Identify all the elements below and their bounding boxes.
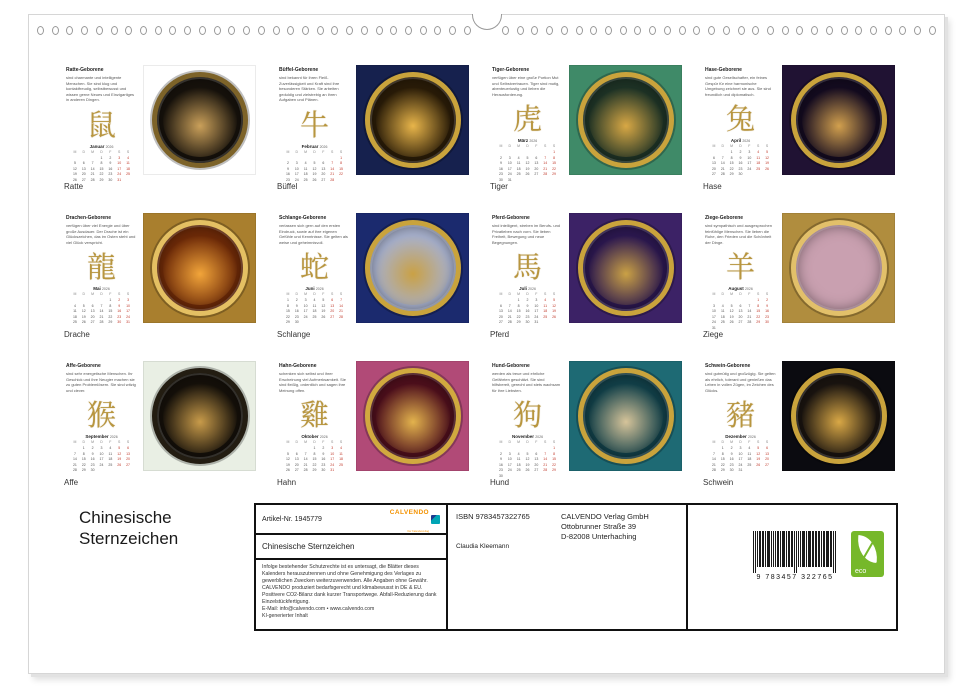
binding-hole xyxy=(420,26,427,35)
binding-hole xyxy=(546,26,553,35)
zodiac-artwork xyxy=(569,213,682,323)
binding-hole xyxy=(576,26,583,35)
binding-hole xyxy=(125,26,132,35)
zodiac-label: Büffel xyxy=(277,182,298,191)
zodiac-description: sind gutmütig und großzügig. Sie gelten als ehrlich, tolerant und genießen das Leben in vollen Zügen, im Zeichen des Glücks. xyxy=(705,371,776,393)
binding-hole xyxy=(228,26,235,35)
binding-hole xyxy=(767,26,774,35)
binding-hole xyxy=(81,26,88,35)
zodiac-thumbnail xyxy=(490,213,682,339)
zodiac-description: sind gute Gesellschafter, ein feines Gespür für eine harmonische Umgebung zeichnet sie aus. Sie sind freundlich und diplomatisch. xyxy=(705,75,771,97)
zodiac-thumbnail xyxy=(277,361,469,487)
zodiac-info-column xyxy=(490,213,569,323)
mini-calendar xyxy=(492,138,563,183)
binding-hole xyxy=(111,26,118,35)
isbn: ISBN 9783457322765 xyxy=(456,512,530,521)
binding-hole xyxy=(738,26,745,35)
zodiac-info-column xyxy=(64,361,143,471)
mini-calendar-days: M D M D F S S 1 2 3 4 5 6 7 8 9 10 11 12 13 14 15 16 17 18 19 20 21 22 23 24 25 26 27 28 xyxy=(285,149,344,182)
golden-animal-figure xyxy=(163,231,237,305)
binding-hole xyxy=(841,26,848,35)
zodiac-heading: Tiger-Geborene xyxy=(492,67,530,73)
binding-hole xyxy=(796,26,803,35)
golden-animal-figure xyxy=(589,83,663,157)
zodiac-artwork xyxy=(782,213,895,323)
binding-hole xyxy=(620,26,627,35)
zodiac-thumbnail xyxy=(277,213,469,339)
binding-hole xyxy=(376,26,383,35)
zodiac-description: sind bekannt für ihren Fleiß. Zuverlässigkeit und Kraft sind ihre besonderen Stärken. Sie arbeiten geduldig und zielstrebig an ihren Aufgaben und Plänen. xyxy=(279,75,340,103)
legal-text: Infolge bestehender Schutzrechte ist es untersagt, die Blätter dieses Kalenders herauszutrennen und ohne Genehmigung des Verlages zu gewerblichen Zwecken weiterzuverwenden. Alle Angaben ohne Gewähr. CALVENDO produziert bedarfsgerecht und klimabewusst in DE & EU. Positivere CO2-Bilanz dank kurzer Transportwege. Abfall-Reduzierung dank Einzelstückfertigung. E-Mail: info@calvendo.com • www.calvendo.com KI-generierter Inhalt xyxy=(262,564,437,620)
zodiac-info-column xyxy=(490,65,569,182)
zodiac-info-column xyxy=(490,361,569,478)
binding-hole xyxy=(826,26,833,35)
zodiac-character: 馬 xyxy=(512,250,542,285)
mini-calendar-month: August 2026 xyxy=(728,286,753,292)
zodiac-label: Schwein xyxy=(703,478,734,487)
calendar-back-page xyxy=(28,14,945,674)
zodiac-label: Hase xyxy=(703,182,722,191)
mini-calendar-month: September 2026 xyxy=(85,434,118,440)
zodiac-description: sind charmante und intelligente Menschen. Sie sind klug und kontaktfreudig, selbstbewusst und wissen gerne Neues und Einzigartiges in anderen Dingen. xyxy=(66,75,135,103)
zodiac-info-column xyxy=(703,361,782,471)
binding-hole xyxy=(52,26,59,35)
binding-hole xyxy=(914,26,921,35)
binding-hole xyxy=(590,26,597,35)
mini-calendar xyxy=(492,434,563,479)
zodiac-label: Ziege xyxy=(703,330,724,339)
mini-calendar-days: M D M D F S S 1 2 3 4 5 6 7 8 9 10 11 12 13 14 15 16 17 18 19 20 21 22 23 24 25 26 27 28 29 30 xyxy=(498,440,557,478)
calendar-page-preview xyxy=(490,361,682,478)
binding-hole xyxy=(605,26,612,35)
zodiac-description: sind intelligent, streben im Berufs- und Privatleben nach vorn. Sie lieben Freiheit, Bewegung und neue Begegnungen. xyxy=(492,223,561,245)
mini-calendar-month: Februar 2026 xyxy=(301,143,328,149)
binding-hole xyxy=(273,26,280,35)
zodiac-info-column xyxy=(64,213,143,323)
zodiac-label: Affe xyxy=(64,478,79,487)
mini-calendar-month: Juni 2026 xyxy=(305,286,324,292)
zodiac-artwork xyxy=(143,65,256,175)
zodiac-heading: Pferd-Geborene xyxy=(492,215,530,221)
binding-hole xyxy=(723,26,730,35)
mini-calendar-days: M D M D F S S 1 2 3 4 5 6 7 8 9 10 11 12 13 14 15 16 17 18 19 20 21 22 23 24 25 26 27 28 29 30 31 xyxy=(498,292,557,325)
mini-calendar xyxy=(705,434,776,474)
calendar-page-preview xyxy=(64,213,256,323)
binding-hole xyxy=(405,26,412,35)
zodiac-artwork xyxy=(569,65,682,175)
zodiac-info-column xyxy=(277,361,356,471)
golden-animal-figure xyxy=(376,231,450,305)
zodiac-heading: Ziege-Geborene xyxy=(705,215,744,221)
zodiac-thumbnail xyxy=(703,213,895,339)
golden-animal-figure xyxy=(163,83,237,157)
binding-hole xyxy=(169,26,176,35)
gold-ring-frame xyxy=(152,72,248,168)
calendar-page-preview xyxy=(277,213,469,323)
calendar-title-row xyxy=(256,535,446,560)
binding-hole xyxy=(287,26,294,35)
binding-hole xyxy=(531,26,538,35)
zodiac-thumbnail xyxy=(277,65,469,191)
author-name: Claudia Kleemann xyxy=(456,543,510,550)
zodiac-artwork xyxy=(782,361,895,471)
binding-hole xyxy=(752,26,759,35)
zodiac-character: 虎 xyxy=(512,102,542,137)
calvendo-logo-tagline: Der Kalenderverlag xyxy=(407,530,429,533)
binding-hole xyxy=(37,26,44,35)
gold-ring-frame xyxy=(791,220,887,316)
mini-calendar-month: April 2026 xyxy=(730,138,751,144)
binding-hole xyxy=(258,26,265,35)
zodiac-info-column xyxy=(277,65,356,182)
binding-hole xyxy=(679,26,686,35)
binding-hole xyxy=(96,26,103,35)
zodiac-label: Ratte xyxy=(64,182,84,191)
gold-ring-frame xyxy=(365,72,461,168)
zodiac-artwork xyxy=(356,65,469,175)
binding-hole xyxy=(140,26,147,35)
zodiac-heading: Affe-Geborene xyxy=(66,363,101,369)
ean-barcode xyxy=(749,531,841,581)
golden-animal-figure xyxy=(163,379,237,453)
mini-calendar xyxy=(279,434,350,474)
mini-calendar xyxy=(705,138,776,178)
mini-calendar-month: Oktober 2026 xyxy=(301,434,328,440)
binding-hole xyxy=(390,26,397,35)
binding-hole xyxy=(502,26,509,35)
mini-calendar xyxy=(492,286,563,326)
zodiac-info-column xyxy=(703,213,782,330)
zodiac-heading: Ratte-Geborene xyxy=(66,67,104,73)
zodiac-label: Hund xyxy=(490,478,510,487)
golden-animal-figure xyxy=(589,379,663,453)
zodiac-artwork xyxy=(356,213,469,323)
mini-calendar-month: Mai 2026 xyxy=(93,286,110,292)
zodiac-character: 猴 xyxy=(86,398,116,433)
zodiac-description: werden als treue und ehrliche Gefährten geschätzt. Sie sind hilfsbereit, gerecht und stets wachsam für ihre Liebsten. xyxy=(492,371,561,393)
zodiac-heading: Hund-Geborene xyxy=(492,363,530,369)
zodiac-artwork xyxy=(782,65,895,175)
zodiac-character: 鼠 xyxy=(86,107,116,142)
mini-calendar xyxy=(66,434,137,474)
gold-ring-frame xyxy=(578,368,674,464)
gold-ring-frame xyxy=(578,72,674,168)
binding-hole xyxy=(899,26,906,35)
calendar-page-preview xyxy=(277,65,469,182)
zodiac-heading: Hahn-Geborene xyxy=(279,363,317,369)
mini-calendar-days: M D M D F S S 1 2 3 4 5 6 7 8 9 10 11 12 13 14 15 16 17 18 19 20 21 22 23 24 25 26 27 28 29 30 xyxy=(285,292,344,325)
mini-calendar-days: M D M D F S S 1 2 3 4 5 6 7 8 9 10 11 12 13 14 15 16 17 18 19 20 21 22 23 24 25 26 27 28 29 30 xyxy=(711,144,770,177)
mini-calendar-days: M D M D F S S 1 2 3 4 5 6 7 8 9 10 11 12 13 14 15 16 17 18 19 20 21 22 23 24 25 26 27 28 29 30 31 xyxy=(72,149,131,182)
binding-hole xyxy=(155,26,162,35)
zodiac-label: Schlange xyxy=(277,330,311,339)
mini-calendar-days: M D M D F S S 1 2 3 4 5 6 7 8 9 10 11 12 13 14 15 16 17 18 19 20 21 22 23 24 25 26 27 28 29 30 31 xyxy=(72,292,131,325)
mini-calendar-days: M D M D F S S 1 2 3 4 5 6 7 8 9 10 11 12 13 14 15 16 17 18 19 20 21 22 23 24 25 26 27 28 29 30 31 xyxy=(711,440,770,473)
gold-ring-frame xyxy=(152,368,248,464)
calvendo-calendar-icon xyxy=(431,515,440,524)
calendar-page-preview xyxy=(703,361,895,471)
golden-animal-figure xyxy=(802,231,876,305)
zodiac-thumbnail xyxy=(490,361,682,487)
binding-hole xyxy=(664,26,671,35)
mini-calendar xyxy=(705,286,776,331)
zodiac-thumbnail xyxy=(64,361,256,487)
mini-calendar-month: Dezember 2026 xyxy=(725,434,756,440)
mini-calendar-days: M D M D F S S 1 2 3 4 5 6 7 8 9 10 11 12 13 14 15 16 17 18 19 20 21 22 23 24 25 26 27 28 29 30 31 xyxy=(498,144,557,182)
calendar-page-preview xyxy=(490,65,682,182)
mini-calendar-month: Juli 2026 xyxy=(519,286,536,292)
zodiac-character: 兔 xyxy=(725,102,755,137)
barcode-digits: 9 783457 322765 xyxy=(756,574,834,581)
barcode-bars xyxy=(749,531,841,573)
zodiac-character: 豬 xyxy=(725,398,755,433)
binding-hole xyxy=(693,26,700,35)
binding-hole xyxy=(885,26,892,35)
zodiac-info-column xyxy=(703,65,782,175)
zodiac-character: 牛 xyxy=(299,107,329,142)
binding-hole xyxy=(199,26,206,35)
binding-hole xyxy=(214,26,221,35)
binding-hole xyxy=(517,26,524,35)
zodiac-heading: Büffel-Geborene xyxy=(279,67,319,73)
zodiac-character: 蛇 xyxy=(299,250,329,285)
info-middle-column xyxy=(448,505,688,629)
zodiac-artwork xyxy=(356,361,469,471)
leaf-icon xyxy=(856,535,880,563)
binding-hole xyxy=(855,26,862,35)
gold-ring-frame xyxy=(791,72,887,168)
binding-hole xyxy=(434,26,441,35)
zodiac-description: verlassen sich gern auf den ersten Eindruck, sowie auf ihre eigenen Gefühle und Kenntnisse. Sie gelten als weise und geheimnisvoll. xyxy=(279,223,348,245)
info-right-column xyxy=(688,505,896,629)
publisher-address: CALVENDO Verlag GmbH Ottobrunner Straße 39 D-82008 Unterhaching xyxy=(561,512,649,541)
zodiac-artwork xyxy=(143,213,256,323)
zodiac-label: Pferd xyxy=(490,330,510,339)
legal-note: KI-generierter Inhalt xyxy=(262,613,308,620)
zodiac-info-column xyxy=(64,65,143,182)
zodiac-artwork xyxy=(143,361,256,471)
mini-calendar xyxy=(279,286,350,326)
calvendo-logo xyxy=(390,501,440,537)
binding-hole xyxy=(449,26,456,35)
article-number: Artikel-Nr. 1945779 xyxy=(262,515,322,523)
binding-hole xyxy=(317,26,324,35)
calendar-title: Chinesische Sternzeichen xyxy=(262,542,355,551)
gold-ring-frame xyxy=(152,220,248,316)
article-row xyxy=(256,505,446,535)
mini-calendar-days: M D M D F S S 1 2 3 4 5 6 7 8 9 10 11 12 13 14 15 16 17 18 19 20 21 22 23 24 25 26 27 28 29 30 31 xyxy=(711,292,770,330)
calendar-page-preview xyxy=(64,65,256,182)
zodiac-label: Tiger xyxy=(490,182,508,191)
zodiac-description: sind sehr energetische Menschen. Ihr Geschick und ihre Neugier machen sie zu guten Problemlösern. Sie sind witzig und clever. xyxy=(66,371,136,393)
calendar-page-preview xyxy=(490,213,682,323)
binding-hole xyxy=(561,26,568,35)
gold-ring-frame xyxy=(365,220,461,316)
product-info-box xyxy=(254,503,898,631)
zodiac-heading: Hase-Geborene xyxy=(705,67,742,73)
zodiac-thumbnail xyxy=(703,361,895,487)
zodiac-heading: Schlange-Geborene xyxy=(279,215,327,221)
zodiac-info-column xyxy=(277,213,356,323)
mini-calendar xyxy=(279,144,350,184)
info-left-column xyxy=(256,505,448,629)
zodiac-thumbnail xyxy=(490,65,682,191)
binding-hole xyxy=(708,26,715,35)
mini-calendar xyxy=(66,144,137,184)
legal-row xyxy=(256,560,446,629)
golden-animal-figure xyxy=(376,83,450,157)
calendar-page-preview xyxy=(277,361,469,471)
calvendo-logo-text: CALVENDO xyxy=(389,509,429,516)
gold-ring-frame xyxy=(365,368,461,464)
calendar-page-preview xyxy=(64,361,256,471)
zodiac-character: 雞 xyxy=(299,398,329,433)
mini-calendar-month: März 2026 xyxy=(517,138,538,144)
golden-animal-figure xyxy=(802,83,876,157)
binding-hole xyxy=(66,26,73,35)
calendar-page-preview xyxy=(703,65,895,175)
binding-hole xyxy=(929,26,936,35)
zodiac-month-grid xyxy=(64,65,895,487)
binding-hole xyxy=(464,26,471,35)
zodiac-character: 龍 xyxy=(86,250,116,285)
mini-calendar-month: November 2026 xyxy=(511,434,544,440)
eco-badge xyxy=(851,531,884,577)
binding-hole xyxy=(811,26,818,35)
binding-hole xyxy=(649,26,656,35)
zodiac-thumbnail xyxy=(703,65,895,191)
zodiac-thumbnail xyxy=(64,213,256,339)
page-title: Chinesische Sternzeichen xyxy=(79,508,179,549)
golden-animal-figure xyxy=(589,231,663,305)
mini-calendar xyxy=(66,286,137,326)
golden-animal-figure xyxy=(802,379,876,453)
eco-label: eco xyxy=(855,568,867,575)
zodiac-artwork xyxy=(569,361,682,471)
zodiac-description: verfügen über viel Energie und über große Ausdauer. Der Drache ist ein Glückszeichen, das im Osten steht und viel Glück verspricht. xyxy=(66,223,136,245)
zodiac-character: 羊 xyxy=(725,250,755,285)
legal-contact: E-Mail: info@calvendo.com • www.calvendo.com xyxy=(262,606,375,613)
binding-hole xyxy=(870,26,877,35)
zodiac-character: 狗 xyxy=(512,398,542,433)
binding-hole xyxy=(331,26,338,35)
mini-calendar-month: Januar 2026 xyxy=(89,143,114,149)
mini-calendar-days: M D M D F S S 1 2 3 4 5 6 7 8 9 10 11 12 13 14 15 16 17 18 19 20 21 22 23 24 25 26 27 28 29 30 xyxy=(72,440,131,473)
zodiac-description: sind sympathisch und ausgesprochen feinfühlige Menschen. Sie lieben die Ruhe, den Frieden und die Schönheit der Dinge. xyxy=(705,223,772,245)
mini-calendar-days: M D M D F S S 1 2 3 4 5 6 7 8 9 10 11 12 13 14 15 16 17 18 19 20 21 22 23 24 25 26 27 28 29 30 31 xyxy=(285,440,344,473)
zodiac-label: Drache xyxy=(64,330,90,339)
binding-hole xyxy=(184,26,191,35)
zodiac-thumbnail xyxy=(64,65,256,191)
gold-ring-frame xyxy=(578,220,674,316)
binding-hole xyxy=(782,26,789,35)
zodiac-description: verfügen über eine große Portion Mut und Selbstvertrauen. Tiger sind mutig, abenteuerlustig und lieben die Herausforderung. xyxy=(492,75,560,97)
zodiac-heading: Drachen-Geborene xyxy=(66,215,112,221)
zodiac-label: Hahn xyxy=(277,478,297,487)
binding-hole xyxy=(634,26,641,35)
golden-animal-figure xyxy=(376,379,450,453)
gold-ring-frame xyxy=(791,368,887,464)
binding-hole xyxy=(346,26,353,35)
zodiac-description: schenken sich selbst und ihrer Erscheinung viel Aufmerksamkeit. Sie sind fleißig, ordentlich und sagen ihre Meinung offen. xyxy=(279,371,346,393)
binding-hole xyxy=(243,26,250,35)
binding-hole xyxy=(302,26,309,35)
zodiac-heading: Schwein-Geborene xyxy=(705,363,751,369)
calendar-page-preview xyxy=(703,213,895,330)
binding-hole xyxy=(361,26,368,35)
